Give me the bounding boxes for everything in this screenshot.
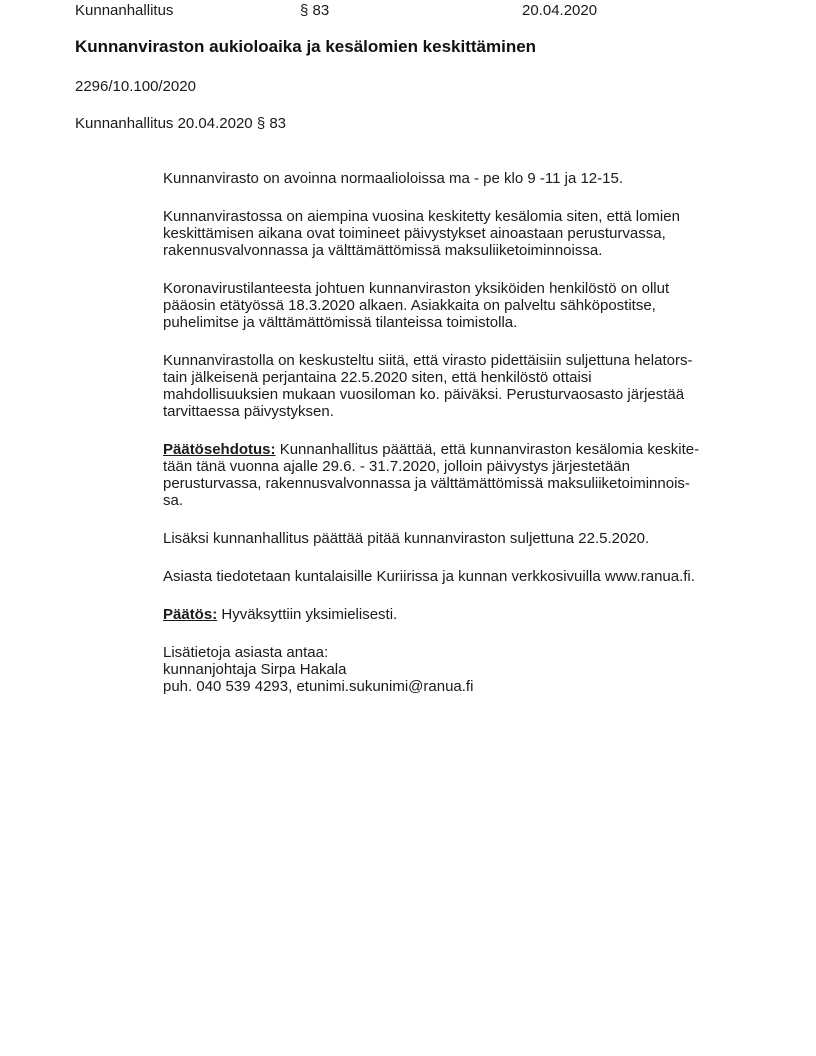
paragraph-lead: Päätösehdotus: xyxy=(163,441,276,458)
body-paragraph: Päätös: Hyväksyttiin yksimielisesti. xyxy=(163,606,398,623)
document-date: 20.04.2020 xyxy=(522,2,598,19)
body-paragraph: Päätösehdotus: Kunnanhallitus päättää, että kunnanviraston kesälomia keskite- tään tänä vuonna ajalle 29.6. - 31.7.2020, jolloin päivystys järjestetään perusturvassa, rakennusvalvonnassa ja välttämättömissä maksuliiketoiminnois- sa. xyxy=(163,441,700,509)
body-paragraph: Kunnanvirastolla on keskusteltu siitä, että virasto pidettäisiin suljettuna helators- tain jälkeisenä perjantaina 22.5.2020 siten, että henkilöstö ottaisi mahdollisuuksien mukaan vuosiloman ko. päiväksi. Perusturvaosasto järjestää tarvittaessa päivystyksen. xyxy=(163,352,693,420)
body-paragraph: Lisätietoja asiasta antaa: kunnanjohtaja Sirpa Hakala puh. 040 539 4293, etunimi.sukunimi@ranua.fi xyxy=(163,644,474,695)
paragraph-lead: Päätös: xyxy=(163,606,218,623)
meeting-reference: Kunnanhallitus 20.04.2020 § 83 xyxy=(75,115,287,132)
document-body xyxy=(163,170,763,695)
body-paragraph: Koronavirustilanteesta johtuen kunnanviraston yksiköiden henkilöstö on ollut pääosin etätyössä 18.3.2020 alkaen. Asiakkaita on palveltu sähköpostitse, puhelimitse ja välttämättömissä tilanteissa toimistolla. xyxy=(163,280,670,331)
case-number: 2296/10.100/2020 xyxy=(75,78,196,95)
page-title: Kunnanviraston aukioloaika ja kesälomien keskittäminen xyxy=(75,37,537,56)
body-paragraph: Asiasta tiedotetaan kuntalaisille Kuriirissa ja kunnan verkkosivuilla www.ranua.fi. xyxy=(163,568,695,585)
document-header xyxy=(75,2,738,19)
body-paragraph: Kunnanvirasto on avoinna normaalioloissa ma - pe klo 9 -11 ja 12-15. xyxy=(163,170,623,187)
body-paragraph: Lisäksi kunnanhallitus päättää pitää kunnanviraston suljettuna 22.5.2020. xyxy=(163,530,650,547)
body-paragraph: Kunnanvirastossa on aiempina vuosina keskitetty kesälomia siten, että lomien keskittämisen aikana ovat toimineet päivystykset ainoastaan perusturvassa, rakennusvalvonnassa ja välttämättömissä maksuliiketoiminnoissa. xyxy=(163,208,680,259)
section-number: § 83 xyxy=(300,2,330,19)
committee-name: Kunnanhallitus xyxy=(75,2,174,19)
